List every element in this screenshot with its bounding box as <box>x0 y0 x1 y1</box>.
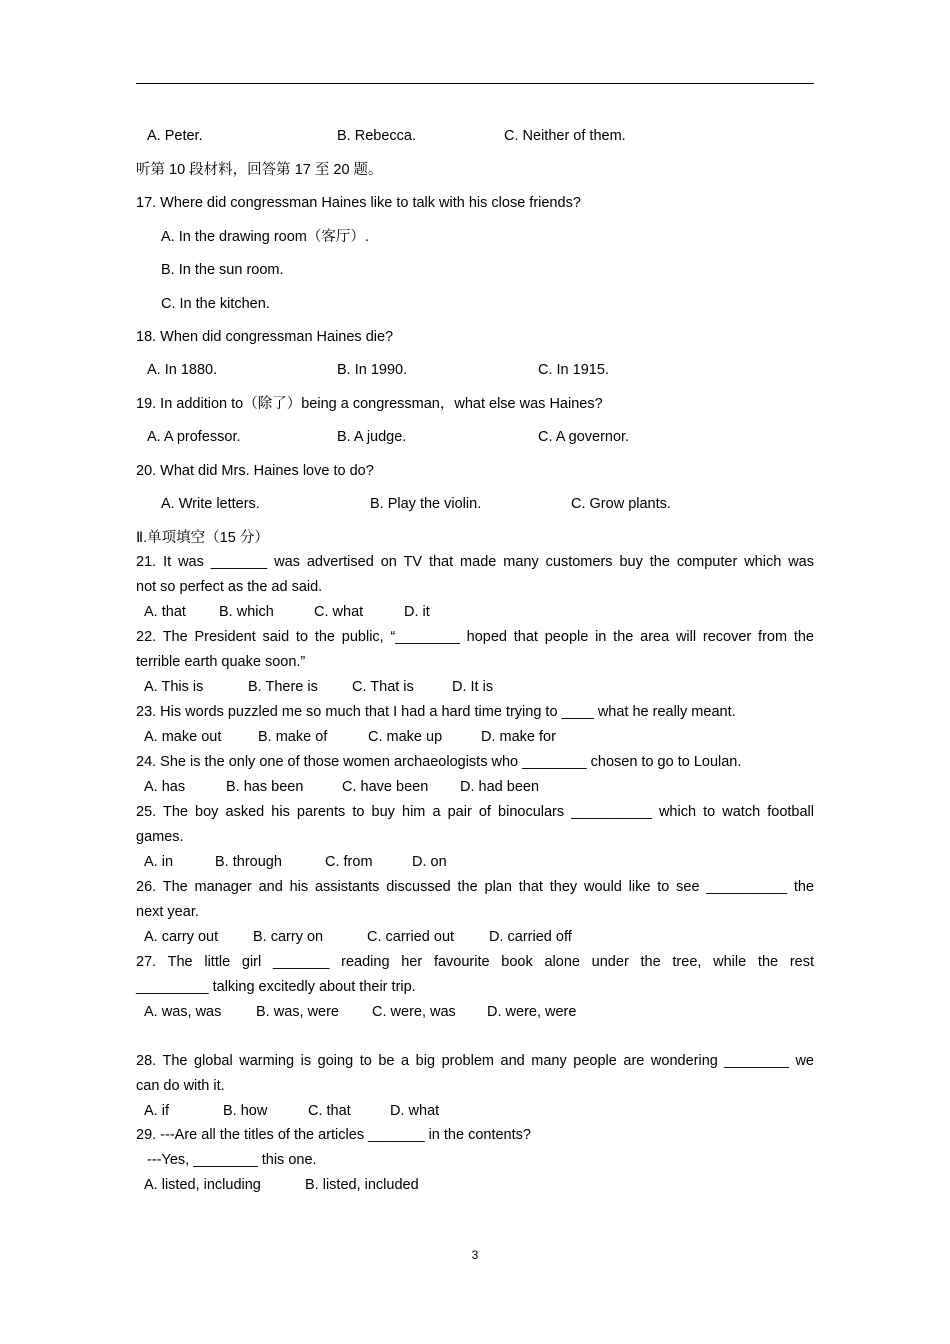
question-27-line2: _________ talking excitedly about their trip. <box>136 979 416 995</box>
option: B. carry on <box>253 929 324 945</box>
option: C. Grow plants. <box>571 496 671 512</box>
question-20-stem: 20. What did Mrs. Haines love to do? <box>136 463 374 479</box>
option: C. A governor. <box>538 429 630 445</box>
option: B. through <box>215 854 282 870</box>
question-29-line1: 29. ---Are all the titles of the articles _______ in the contents? <box>136 1127 531 1143</box>
option: C. make up <box>368 729 443 745</box>
option: C. Neither of them. <box>504 128 626 144</box>
option: B. Rebecca. <box>337 128 416 144</box>
question-21-line1: 21. It was _______ was advertised on TV that made many customers buy the computer which was <box>136 554 814 570</box>
option: D. It is <box>452 679 494 695</box>
question-28-line2: can do with it. <box>136 1078 225 1094</box>
option: A. has <box>144 779 186 795</box>
option: B. In the sun room. <box>161 262 284 278</box>
option: B. Play the violin. <box>370 496 482 512</box>
option: A. In the drawing room（客厅）. <box>161 229 369 245</box>
option: D. had been <box>460 779 540 795</box>
option: A. This is <box>144 679 204 695</box>
option: C. that <box>308 1103 351 1119</box>
option: A. A professor. <box>147 429 241 445</box>
option: C. from <box>325 854 373 870</box>
option: A. listed, including <box>144 1177 261 1193</box>
option: A. In 1880. <box>147 362 218 378</box>
option: C. That is <box>352 679 414 695</box>
section2-heading: Ⅱ.单项填空（15 分） <box>136 530 269 546</box>
option: A. that <box>144 604 186 620</box>
option: C. have been <box>342 779 429 795</box>
option: C. what <box>314 604 364 620</box>
option: C. carried out <box>367 929 455 945</box>
option: C. In the kitchen. <box>161 296 270 312</box>
question-22-line1: 22. The President said to the public, “________ hoped that people in the area will recover from the <box>136 629 814 645</box>
option: B. There is <box>248 679 318 695</box>
question-23-line1: 23. His words puzzled me so much that I had a hard time trying to ____ what he really meant. <box>136 704 736 720</box>
page-number: 3 <box>471 1248 479 1262</box>
option: D. what <box>390 1103 440 1119</box>
option: A. Peter. <box>147 128 203 144</box>
option: A. Write letters. <box>161 496 260 512</box>
option: B. how <box>223 1103 268 1119</box>
option: A. carry out <box>144 929 219 945</box>
option: A. was, was <box>144 1004 222 1020</box>
question-24-line1: 24. She is the only one of those women archaeologists who ________ chosen to go to Loulan. <box>136 754 742 770</box>
option: C. In 1915. <box>538 362 609 378</box>
option: D. on <box>412 854 447 870</box>
option: B. has been <box>226 779 304 795</box>
question-25-line1: 25. The boy asked his parents to buy him a pair of binoculars __________ which to watch football <box>136 804 814 820</box>
option: D. were, were <box>487 1004 577 1020</box>
option: A. in <box>144 854 174 870</box>
option: B. listed, included <box>305 1177 419 1193</box>
option: B. was, were <box>256 1004 339 1020</box>
question-18-stem: 18. When did congressman Haines die? <box>136 329 394 345</box>
question-26-line1: 26. The manager and his assistants discussed the plan that they would like to see __________ the <box>136 879 814 895</box>
question-21-line2: not so perfect as the ad said. <box>136 579 323 595</box>
question-19-stem: 19. In addition to（除了）being a congressman，what else was Haines? <box>136 396 603 412</box>
question-25-line2: games. <box>136 829 184 845</box>
option: B. make of <box>258 729 328 745</box>
option: A. make out <box>144 729 222 745</box>
option: D. it <box>404 604 430 620</box>
question-28-line1: 28. The global warming is going to be a big problem and many people are wondering ________ we <box>136 1053 814 1069</box>
option: B. which <box>219 604 274 620</box>
question-27-line1: 27. The little girl _______ reading her favourite book alone under the tree, while the rest <box>136 954 814 970</box>
option: B. A judge. <box>337 429 407 445</box>
option: D. carried off <box>489 929 572 945</box>
question-17-stem: 17. Where did congressman Haines like to talk with his close friends? <box>136 195 581 211</box>
header-rule <box>136 83 814 84</box>
question-26-line2: next year. <box>136 904 199 920</box>
question-22-line2: terrible earth quake soon.” <box>136 654 306 670</box>
option: C. were, was <box>372 1004 456 1020</box>
option: B. In 1990. <box>337 362 408 378</box>
section10-instruction: 听第 10 段材料，回答第 17 至 20 题。 <box>136 162 383 178</box>
option: A. if <box>144 1103 169 1119</box>
option: D. make for <box>481 729 556 745</box>
question-29-line2: ---Yes, ________ this one. <box>147 1152 317 1168</box>
